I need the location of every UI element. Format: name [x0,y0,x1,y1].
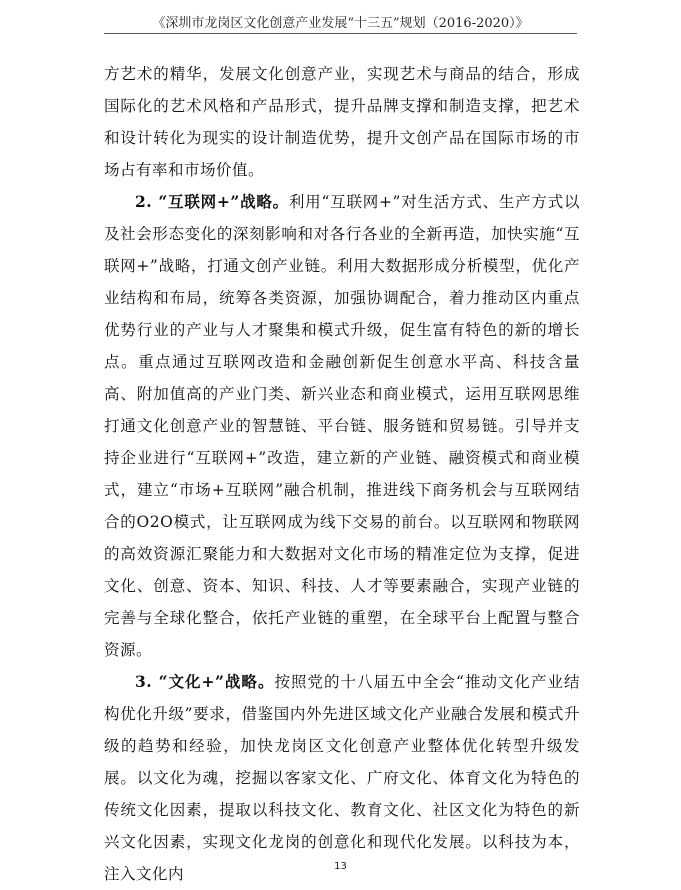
paragraph-text: 利用“互联网+”对生活方式、生产方式以及社会形态变化的深刻影响和对各行各业的全新再造，加快实施“互联网+”战略，打通文创产业链。利用大数据形成分析模型，优化产业结构和布局，统筹各类资源，加强协调配合，着力推动区内重点优势行业的产业与人才聚集和模式升级，促生富有特色的新的增长点。重点通过互联网改造和金融创新促生创意水平高、科技含量高、附加值高的产业门类、新兴业态和商业模式，运用互联网思维打通文化创意产业的智慧链、平台链、服务链和贸易链。引导并支持企业进行“互联网+”改造，建立新的产业链、融资模式和商业模式，建立“市场+互联网”融合机制，推进线下商务机会与互联网结合的O2O模式，让互联网成为线下交易的前台。以互联网和物联网的高效资源汇聚能力和大数据对文化市场的精准定位为支撑，促进文化、创意、资本、知识、科技、人才等要素融合，实现产业链的完善与全球化整合，依托产业链的重塑，在全球平台上配置与整合资源。 [104,193,580,659]
header-divider [104,33,577,34]
paragraph-continuation [104,58,580,186]
paragraph-text: 按照党的十八届五中全会“推动文化产业结构优化升级”要求，借鉴国内外先进区域文化产业融合发展和模式升级的趋势和经验，加快龙岗区文化创意产业整体优化转型升级发展。以文化为魂，挖掘以客家文化、广府文化、体育文化为特色的传统文化因素，提取以科技文化、教育文化、社区文化为特色的新兴文化因素，实现文化龙岗的创意化和现代化发展。以科技为本，注入文化内 [104,673,580,883]
running-header: 《深圳市龙岗区文化创意产业发展“十三五”规划（2016-2020）》 [152,16,529,31]
paragraph-text: 方艺术的精华，发展文化创意产业，实现艺术与商品的结合，形成国际化的艺术风格和产品形式，提升品牌支撑和制造支撑，把艺术和设计转化为现实的设计制造优势，提升文创产品在国际市场的市场占有率和市场价值。 [104,65,580,179]
paragraph-culture-plus [104,666,580,890]
paragraph-internet-plus [104,186,580,666]
page-number: 13 [334,861,347,872]
paragraph-heading: 2. “互联网+”战略。 [135,192,289,211]
document-body [104,58,580,890]
paragraph-heading: 3. “文化+”战略。 [135,672,275,691]
